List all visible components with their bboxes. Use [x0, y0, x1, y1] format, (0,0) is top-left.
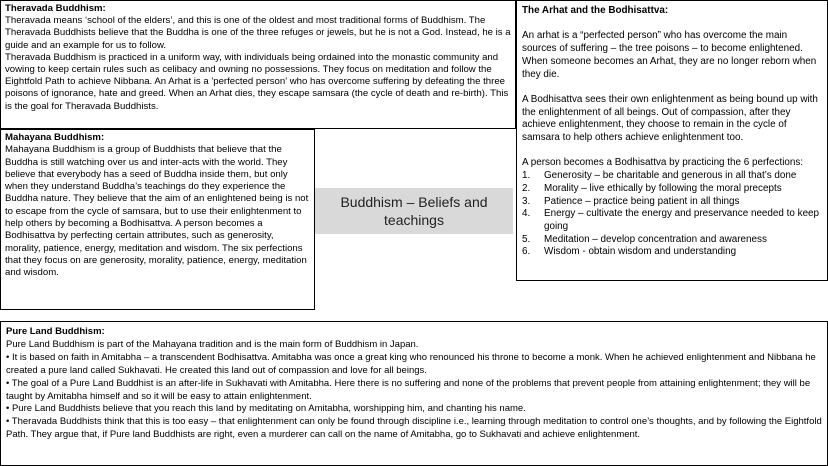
theravada-paragraph-1: Theravada means ‘school of the elders’, and this is one of the oldest and most traditional forms of Buddhism. The Theravada Buddhists believe that the Buddha is one of the three refuges or jewels, but he is not a God. Instead, he is a guide and an example for us to follow.	[5, 15, 511, 51]
arhat-paragraph-3: A person becomes a Bodhisattva by practicing the 6 perfections:	[522, 157, 804, 169]
arhat-paragraph-1: An arhat is a “perfected person” who has overcome the main sources of suffering – the tree poisons – to become enlightened. When someone becomes an Arhat, they are no longer reborn when they die.	[522, 30, 817, 80]
list-item-number: 6.	[522, 246, 531, 258]
list-item-number: 5.	[522, 233, 531, 245]
mahayana-box	[0, 129, 315, 310]
theravada-box	[0, 0, 516, 129]
list-item-text: Patience – practice being patient in all things	[544, 195, 740, 207]
arhat-bodhisattva-box	[516, 0, 828, 281]
list-item	[522, 234, 822, 247]
list-item-text: Morality – live ethically by following the moral precepts	[544, 182, 782, 194]
list-item-number: 1.	[522, 170, 531, 182]
pure-land-bullet: • Pure Land Buddhists believe that you reach this land by meditating on Amitabha, worshipping him, and chanting his name.	[6, 403, 526, 415]
list-item-text: Energy – cultivate the energy and preservance needed to keep going	[544, 208, 820, 232]
list-item-text: Generosity – be charitable and generous in all that’s done	[544, 170, 797, 182]
list-item-number: 3.	[522, 195, 531, 207]
theravada-title: Theravada Buddhism:	[5, 3, 106, 14]
list-item-number: 2.	[522, 182, 531, 194]
list-item-text: Wisdom - obtain wisdom and understanding	[544, 246, 737, 258]
pure-land-bullet: • The goal of a Pure Land Buddhist is an after-life in Sukhavati with Amitabha. Here there is no suffering and none of the problems that prevent people from attaining enlightenment; they will be taught by Amitabha himself and so it will be easy to attain enlightenment.	[6, 377, 811, 402]
list-item	[522, 196, 822, 209]
list-item	[522, 208, 822, 233]
mahayana-paragraph: Mahayana Buddhism is a group of Buddhists that believe that the Buddha is still watching over us and inter-acts with the world. They believe that everybody has a seed of Buddha inside them, but only when they understand Buddha’s teachings do they experience the Buddha nature. They believe that the aim of an enlightened being is not to escape from the cycle of samsara, but to use their enlightenment to help others by becoming a Bodhisattva. A person becomes a Bodhisattva by perfecting certain attributes, such as generosity, morality, patience, energy, meditation and wisdom. The six perfections that they focus on are generosity, morality, patience, energy, meditation and wisdom.	[5, 144, 309, 279]
list-item	[522, 170, 822, 183]
list-item-number: 4.	[522, 208, 531, 220]
theravada-paragraph-2: Theravada Buddhism is practiced in a uniform way, with individuals being ordained into the monastic community and vowing to keep certain rules such as celibacy and owning no possessions. They focus on meditation and follow the Eightfold Path to achieve Nibbana. An Arhat is a 'perfected person' who has overcome suffering by defeating the three poisons of ignorance, hate and greed. When an Arhat dies, they escape samsara (the cycle of death and re-birth). This is the goal for Theravada Buddhists.	[5, 51, 509, 112]
pure-land-box	[0, 321, 828, 466]
perfections-list	[522, 170, 822, 259]
pure-land-title: Pure Land Buddhism:	[6, 326, 105, 337]
pure-land-bullet: • It is based on faith in Amitabha – a transcendent Bodhisattva. Amitabha was once a great king who renounced his throne to become a monk. When he achieved enlightenment and Nibbana he created a pure land called Sukhavati. He created this land out of compassion and love for all beings.	[6, 351, 816, 376]
pure-land-bullet: • Theravada Buddhists think that this is too easy – that enlightenment can only be found through discipline i.e., learning through meditation to control one’s thoughts, and by following the Eightfold Path. They argue that, if Pure land Buddhists are right, even a murderer can call on the name of Amitabha, go to Sukhavati and achieve enlightenment.	[6, 416, 822, 441]
pure-land-intro: Pure Land Buddhism is part of the Mahayana tradition and is the main form of Buddhism in Japan.	[6, 338, 419, 350]
list-item	[522, 183, 822, 196]
arhat-title: The Arhat and the Bodhisattva:	[522, 5, 669, 16]
page-title: Buddhism – Beliefs and teachings	[340, 194, 488, 228]
list-item-text: Meditation – develop concentration and awareness	[544, 233, 767, 245]
center-title-box	[315, 188, 513, 234]
list-item	[522, 246, 822, 259]
mahayana-title: Mahayana Buddhism:	[5, 132, 105, 143]
arhat-paragraph-2: A Bodhisattva sees their own enlightenment as being bound up with the enlightenment of all beings. Out of compassion, after they achieve enlightenment, they choose to remain in the cycle of samsara to help others achieve enlightenment too.	[522, 93, 818, 143]
